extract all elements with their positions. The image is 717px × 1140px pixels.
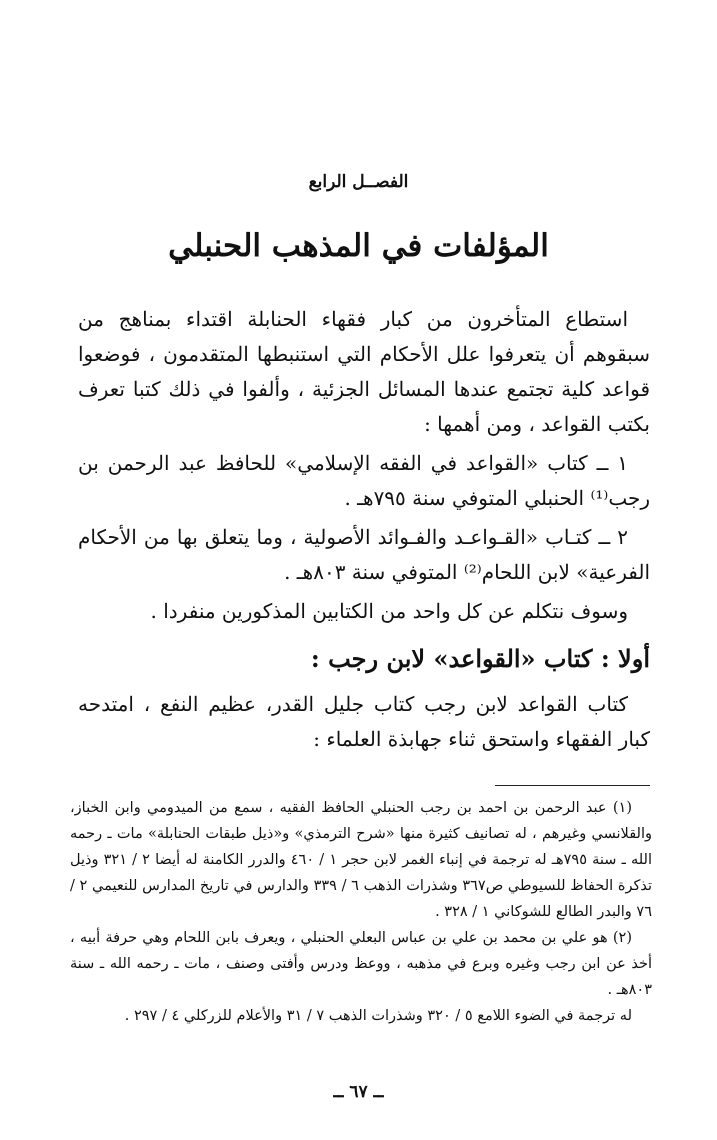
page-number: ــ ٦٧ ــ bbox=[333, 1082, 384, 1102]
section-paragraph: كتاب القواعد لابن رجب كتاب جليل القدر، عظيم النفع ، امتدحه كبار الفقهاء واستحق ثناء جهابذة العلماء : bbox=[78, 692, 650, 751]
footnote-2-reference: له ترجمة في الضوء اللامع ٥ / ٣٢٠ وشذرات الذهب ٧ / ٣١ والأعلام للزركلي ٤ / ٢٩٧ . bbox=[124, 1008, 632, 1024]
list-item-1: ١ ــ كتاب «القواعد في الفقه الإسلامي» للحافظ عبد الرحمن بن رجب⁽¹⁾ الحنبلي المتوفي سنة ٧٩٥هـ . bbox=[78, 451, 650, 510]
intro-paragraph: استطاع المتأخرون من كبار فقهاء الحنابلة اقتداء بمناهج من سبقوهم أن يتعرفوا علل الأحكام التي استنبطها المتقدمون ، فوضعوا قواعد كلية تجتمع عندها المسائل الجزئية ، وألفوا في ذلك كتبا تعرف بكتب القواعد ، ومن أهمها : bbox=[78, 307, 650, 436]
footnote-divider bbox=[495, 785, 650, 786]
main-text bbox=[78, 302, 650, 761]
closing-paragraph: وسوف نتكلم عن كل واحد من الكتابين المذكورين منفردا . bbox=[150, 599, 628, 623]
footnote-1: (١) عبد الرحمن بن احمد بن رجب الحنبلي الحافظ الفقيه ، سمع من الميدومي وابن الخباز، والقلانسي وغيرهم ، له تصانيف كثيرة منها «شرح الترمذي» و«ذيل طبقات الحنابلة» مات ـ رحمه الله ـ سنة ٧٩٥هـ له ترجمة في إنباء الغمر لابن حجر ١ / ٤٦٠ والدرر الكامنة له أيضا ٢ / ٣٢١ وذيل تذكرة الحفاظ للسيوطي ص٣٦٧ وشذرات الذهب ٦ / ٣٣٩ والدارس في تاريخ المدارس للنعيمي ٢ / ٧٦ والبدر الطالع للشوكاني ١ / ٣٢٨ . bbox=[70, 800, 652, 920]
chapter-label: الفصــل الرابع bbox=[308, 172, 409, 192]
chapter-title: المؤلفات في المذهب الحنبلي bbox=[168, 228, 549, 264]
section-heading: أولا : كتاب «القواعد» لابن رجب : bbox=[310, 644, 650, 673]
footnotes bbox=[70, 795, 652, 1029]
list-item-2: ٢ ــ كتـاب «القـواعـد والفـوائد الأصولية ، وما يتعلق بها من الأحكام الفرعية» لابن اللحام⁽²⁾ المتوفي سنة ٨٠٣هـ . bbox=[78, 525, 650, 584]
footnote-2: (٢) هو علي بن محمد بن علي بن عباس البعلي الحنبلي ، ويعرف بابن اللحام وهي حرفة أبيه ، أخذ عن ابن رجب وغيره وبرع في مذهبه ، ووعظ ودرس وأفتى وصنف ، مات ـ رحمه الله ـ سنة ٨٠٣هـ . bbox=[70, 930, 652, 998]
